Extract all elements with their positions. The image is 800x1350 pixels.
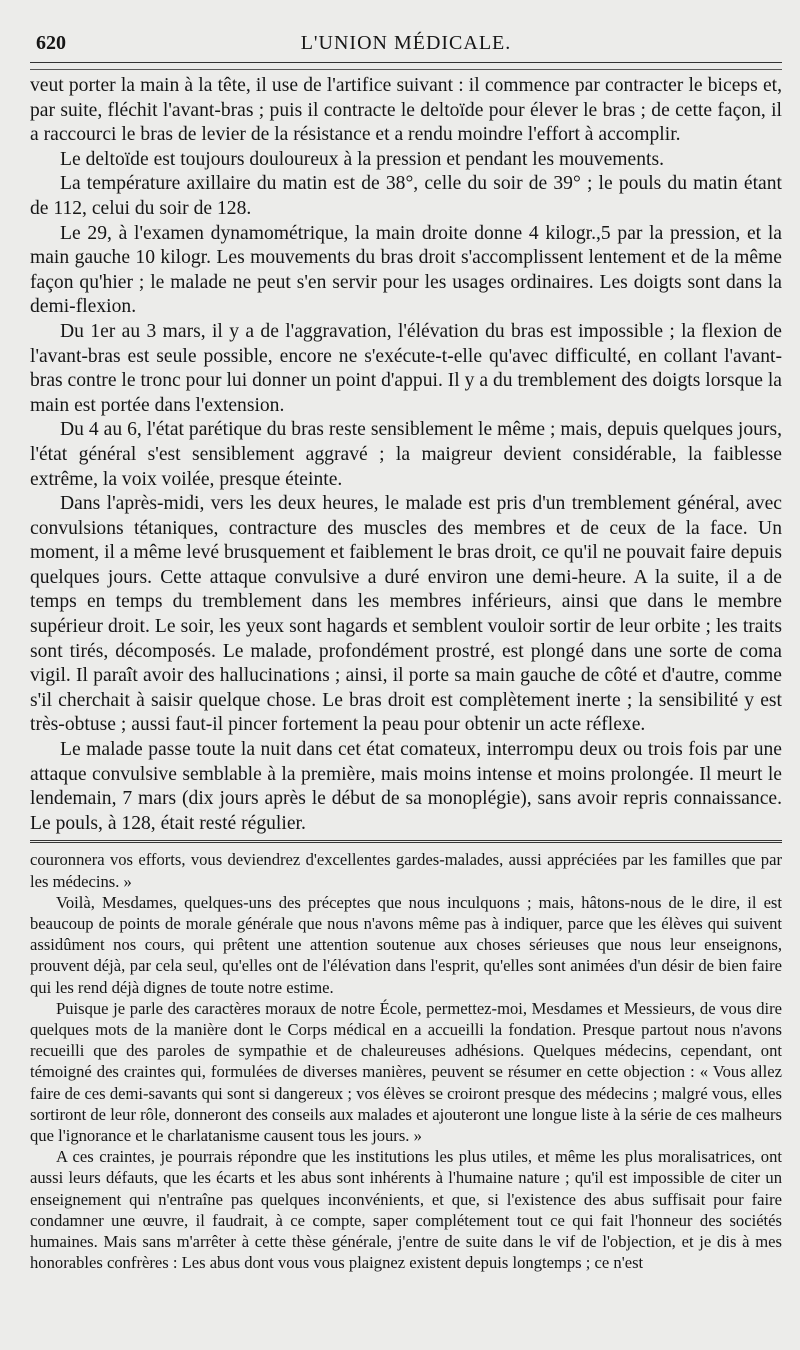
page-number: 620 <box>36 32 66 54</box>
feuilleton-paragraph: A ces craintes, je pourrais répondre que les institutions les plus utiles, et même les plus moralisatrices, ont aussi leurs défauts, que les écarts et les abus sont inhérents à l'humaine nature ; qu'il est impossible de citer un enseignement qui n'entraîne pas quelques inconvénients, et que, si l'existence des abus suffisait pour faire condamner une œuvre, il faudrait, à ce compte, saper complétement tout ce qui fait l'honneur des sociétés humaines. Mais sans m'arrêter à cette thèse générale, j'entre de suite dans le vif de l'objection, et je dis à mes honorables confrères : Les abus dont vous vous plaignez existent depuis longtemps ; ce n'est <box>30 1147 782 1273</box>
feuilleton-body <box>30 849 782 1273</box>
article-paragraph: Le deltoïde est toujours douloureux à la pression et pendant les mouvements. <box>60 148 665 170</box>
feuilleton-divider <box>30 840 782 843</box>
article-paragraph: veut porter la main à la tête, il use de l'artifice suivant : il commence par contracter le biceps et, par suite, fléchit l'avant-bras ; puis il contracte le deltoïde pour élever le bras ; de cette façon, il a raccourci le bras de levier de la résistance et a rendu moindre l'effort à accomplir. <box>30 75 782 146</box>
running-header <box>30 28 782 63</box>
article-paragraph: Le malade passe toute la nuit dans cet état comateux, interrompu deux ou trois fois par une attaque convulsive semblable à la première, mais moins intense et moins prolongée. Il meurt le lendemain, 7 mars (dix jours après le début de sa monoplégie), sans avoir repris connaissance. Le pouls, à 128, était resté régulier. <box>30 739 782 834</box>
feuilleton-paragraph: Voilà, Mesdames, quelques-uns des préceptes que nous inculquons ; mais, hâtons-nous de le dire, il est beaucoup de points de morale générale que nous n'avons même pas à indiquer, parce que les élèves qui suivent assidûment nos cours, qui prêtent une attention soutenue aux choses sérieuses que nous leur enseignons, prouvent déjà, par cela seul, qu'elles ont de l'élévation dans l'esprit, qu'elles sont animées d'un désir de bien faire qui les rend déjà dignes de toute notre estime. <box>30 892 782 997</box>
journal-title: L'UNION MÉDICALE. <box>300 32 512 54</box>
feuilleton-paragraph: couronnera vos efforts, vous deviendrez d'excellentes gardes-malades, aussi appréciées par les familles que par les médecins. » <box>30 850 782 891</box>
article-paragraph: Le 29, à l'examen dynamométrique, la main droite donne 4 kilogr.,5 par la pression, et la main gauche 10 kilogr. Les mouvements du bras droit s'accomplissent lentement et de la même façon qu'hier ; le malade ne peut s'en servir pour les usages ordinaires. Les doigts sont dans la demi-flexion. <box>30 222 782 318</box>
article-body <box>30 74 782 836</box>
article-paragraph: Du 4 au 6, l'état parétique du bras reste sensiblement le même ; mais, depuis quelques jours, l'état général s'est sensiblement aggravé ; la maigreur devient considérable, la faiblesse extrême, la voix voilée, presque éteinte. <box>30 419 782 490</box>
article-paragraph: Dans l'après-midi, vers les deux heures, le malade est pris d'un tremblement général, avec convulsions tétaniques, contracture des muscles des membres et de ceux de la face. Un moment, il a même levé brusquement et faiblement le bras droit, ce qu'il ne pouvait faire depuis quelques jours. Cette attaque convulsive a duré environ une demi-heure. A la suite, il a de temps en temps du tremblement dans les membres inférieurs, ainsi que dans le membre supérieur droit. Le soir, les yeux sont hagards et semblent vouloir sortir de leur orbite ; les traits sont tirés, décomposés. Le malade, profondément prostré, est plongé dans une sorte de coma vigil. Il paraît avoir des hallucinations ; ainsi, il porte sa main gauche de côté et d'autre, comme s'il cherchait à saisir quelque chose. Le bras droit est complètement inerte ; la sensibilité y est très-obtuse ; aussi faut-il pincer fortement la peau pour obtenir un acte réflexe. <box>30 493 782 736</box>
feuilleton-paragraph: Puisque je parle des caractères moraux de notre École, permettez-moi, Mesdames et Messieurs, de vous dire quelques mots de la manière dont le Corps médical en a accueilli la fondation. Presque partout nous n'avons recueilli que des paroles de sympathie et de chaleureuses adhésions. Quelques médecins, cependant, ont témoigné des craintes qui, formulées de diverses manières, peuvent se résumer en cette objection : « Vous allez faire de ces demi-savants qui sont si dangereux ; vos élèves se croiront presque des médecins ; malgré vous, elles sortiront de leur rôle, donneront des conseils aux malades et ajouteront une longue liste à la série de ces malheurs que l'ignorance et le charlatanisme causent tous les jours. » <box>30 998 783 1146</box>
header-rule <box>30 69 782 70</box>
article-paragraph: Du 1er au 3 mars, il y a de l'aggravation, l'élévation du bras est impossible ; la flexion de l'avant-bras est seule possible, encore ne s'exécute-t-elle qu'avec difficulté, en collant l'avant-bras contre le tronc pour lui donner un point d'appui. Il y a du tremblement des doigts lorsque la main est portée dans l'extension. <box>30 320 782 416</box>
article-paragraph: La température axillaire du matin est de 38°, celle du soir de 39° ; le pouls du matin étant de 112, celui du soir de 128. <box>30 173 782 219</box>
